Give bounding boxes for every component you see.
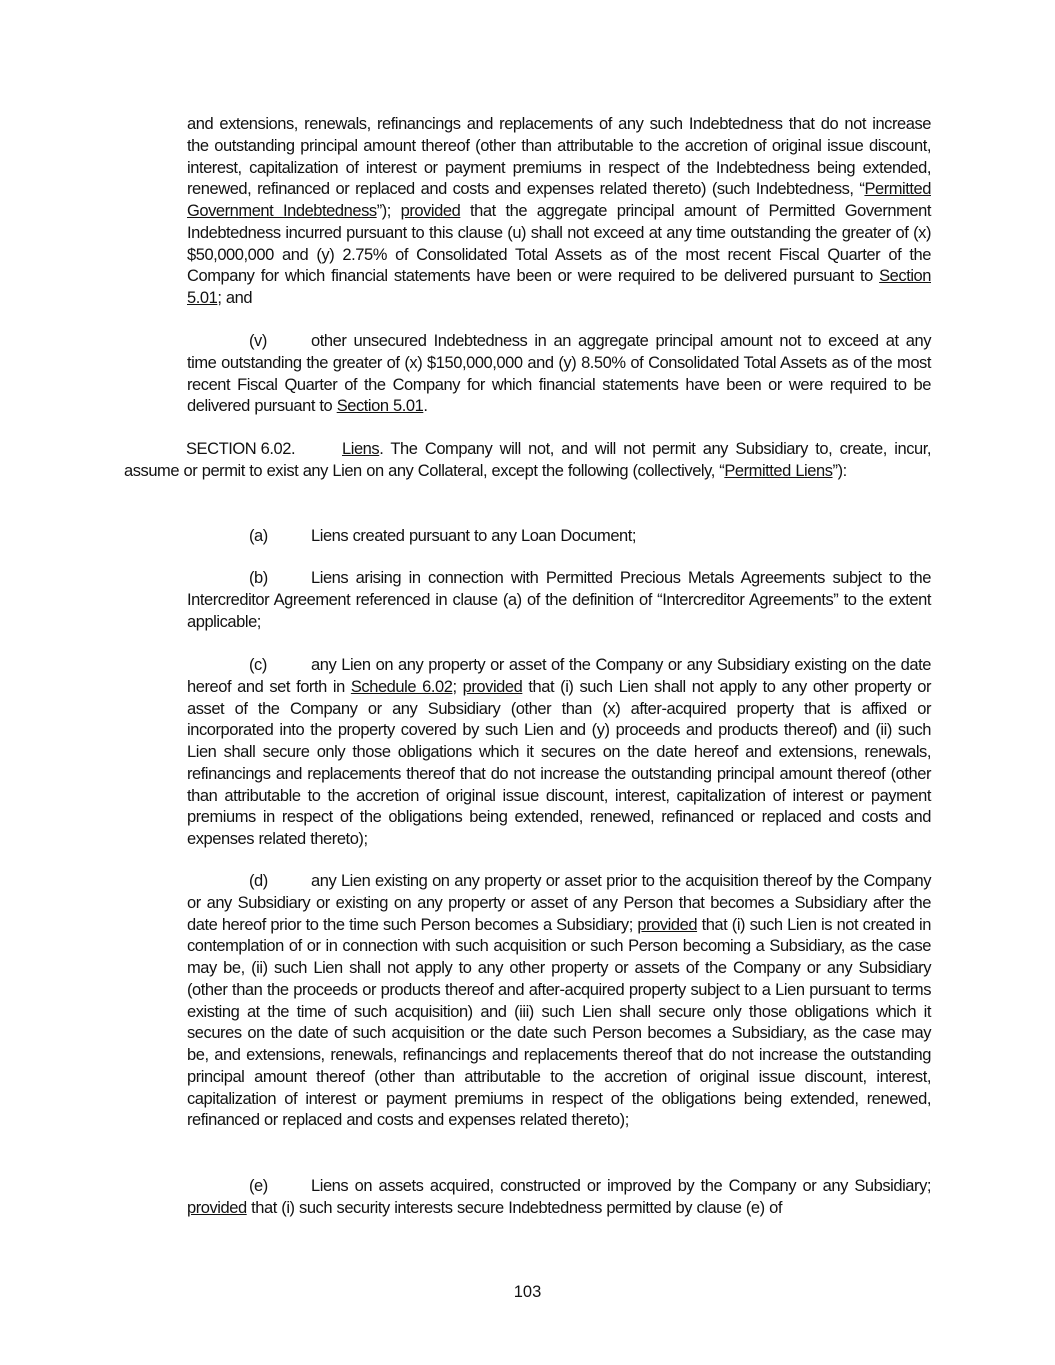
- paragraph-label: (c): [249, 656, 267, 674]
- page-number: 103: [513, 1283, 542, 1301]
- text-run: .: [423, 397, 428, 416]
- text-run: ; and: [217, 289, 253, 307]
- text-run: any Lien existing on any property or asset prior to the acquisition thereof by the Company or any Subsidiary or existing on any property or asset of any Person that becomes a Subsidiary after the date hereof prior to the time such Person becomes a Subsidiary;: [187, 872, 931, 934]
- clause-e: [187, 1176, 931, 1220]
- clause-d: [187, 871, 931, 1132]
- text-run: that the aggregate principal amount of Permitted Government Indebtedness incurred pursuant to this clause (u) shall not exceed at any time outstanding the greater of (x) $50,000,000 and (y) 2.75% of Consolidated Total Assets as of the most recent Fiscal Quarter of the Company for which financial statements have been or were required to be delivered pursuant to: [187, 202, 931, 286]
- text-run: . The Company will not, and will not permit any Subsidiary to, create, incur, assume or permit to exist any Lien on any Collateral, except the following (collectively, “: [124, 440, 931, 480]
- paragraph-label: (a): [249, 527, 268, 545]
- text-run: and extensions, renewals, refinancings and replacements of any such Indebtedness that do not increase the outstanding principal amount thereof (other than attributable to the accretion of original issue discount, interest, capitalization of interest or payment premiums in respect of the Indebtedness being extended, renewed, refinanced or replaced and costs and expenses related thereto) (such Indebtedness, “: [187, 115, 931, 199]
- text-run: ”);: [376, 202, 401, 220]
- underlined-term: provided: [637, 915, 698, 934]
- text-run: any Lien on any property or asset of the Company or any Subsidiary existing on the date hereof and set forth in: [187, 656, 931, 696]
- paragraph-label: SECTION 6.02.: [186, 440, 296, 458]
- underlined-term: provided: [400, 202, 461, 220]
- underlined-term: Permitted Government Indebtedness: [187, 180, 931, 220]
- clause-v: [187, 331, 931, 418]
- paragraph-label: (e): [249, 1177, 268, 1195]
- text-run: that (i) such Lien shall not apply to any other property or asset of the Company or any Subsidiary (other than (x) after-acquired property that is affixed or incorporated into the property covered by such Lien and (y) proceeds and products thereof) and (ii) such Lien shall secure only those obligations which it secures on the date hereof and extensions, renewals, refinancings and replacements thereof that do not increase the outstanding principal amount thereof (other than attributable to the accretion of original issue discount, interest, capitalization of interest or payment premiums in respect of the obligations being extended, renewed, refinanced or replaced and costs and expenses related thereto);: [187, 677, 932, 848]
- section-6-02-heading: [124, 439, 931, 483]
- paragraph-label: (b): [249, 569, 268, 587]
- paragraph-continuation: [187, 114, 931, 310]
- text-run: other unsecured Indebtedness in an aggregate principal amount not to exceed at any time outstanding the greater of (x) $150,000,000 and (y) 8.50% of Consolidated Total Assets as of the most recent Fiscal Quarter of the Company for which financial statements have been or were required to be delivered pursuant to: [187, 332, 931, 416]
- clause-b: [187, 568, 931, 633]
- text-run: Liens on assets acquired, constructed or improved by the Company or any Subsidiary;: [311, 1177, 931, 1195]
- text-run: ”):: [832, 461, 847, 480]
- text-run: ;: [452, 677, 463, 696]
- clause-a: [187, 526, 931, 548]
- text-run: that (i) such security interests secure Indebtedness permitted by clause (e) of: [246, 1198, 782, 1217]
- text-run: Liens arising in connection with Permitted Precious Metals Agreements subject to the Intercreditor Agreement referenced in clause (a) of the definition of “Intercreditor Agreements” to the extent applicable;: [187, 569, 931, 631]
- text-run: that (i) such Lien is not created in contemplation of or in connection with such acquisition or such Person becoming a Subsidiary, as the case may be, (ii) such Lien shall not apply to any other property or assets of the Company or any Subsidiary (other than the proceeds or products thereof and after-acquired property subject to a Lien pursuant to terms existing at the time of such acquisition) and (iii) such Lien shall secure only those obligations which it secures on the date of such acquisition or the date such Person becomes a Subsidiary, as the case may be, and extensions, renewals, refinancings and replacements thereof that do not increase the outstanding principal amount thereof (other than attributable to the accretion of original issue discount, interest, capitalization of interest or payment premiums in respect of the obligations being extended, renewed, refinanced or replaced and costs and expenses related thereto);: [187, 915, 931, 1130]
- underlined-term: Liens: [342, 440, 380, 458]
- underlined-term: Section 5.01: [336, 397, 424, 416]
- underlined-term: Permitted Liens: [724, 461, 833, 480]
- text-run: Liens created pursuant to any Loan Document;: [311, 527, 637, 545]
- underlined-term: provided: [187, 1198, 247, 1217]
- underlined-term: provided: [462, 677, 523, 696]
- clause-c: [187, 655, 931, 851]
- underlined-term: Schedule 6.02: [350, 677, 453, 696]
- paragraph-label: (v): [249, 332, 267, 350]
- underlined-term: Section 5.01: [187, 267, 931, 307]
- paragraph-label: (d): [249, 872, 268, 890]
